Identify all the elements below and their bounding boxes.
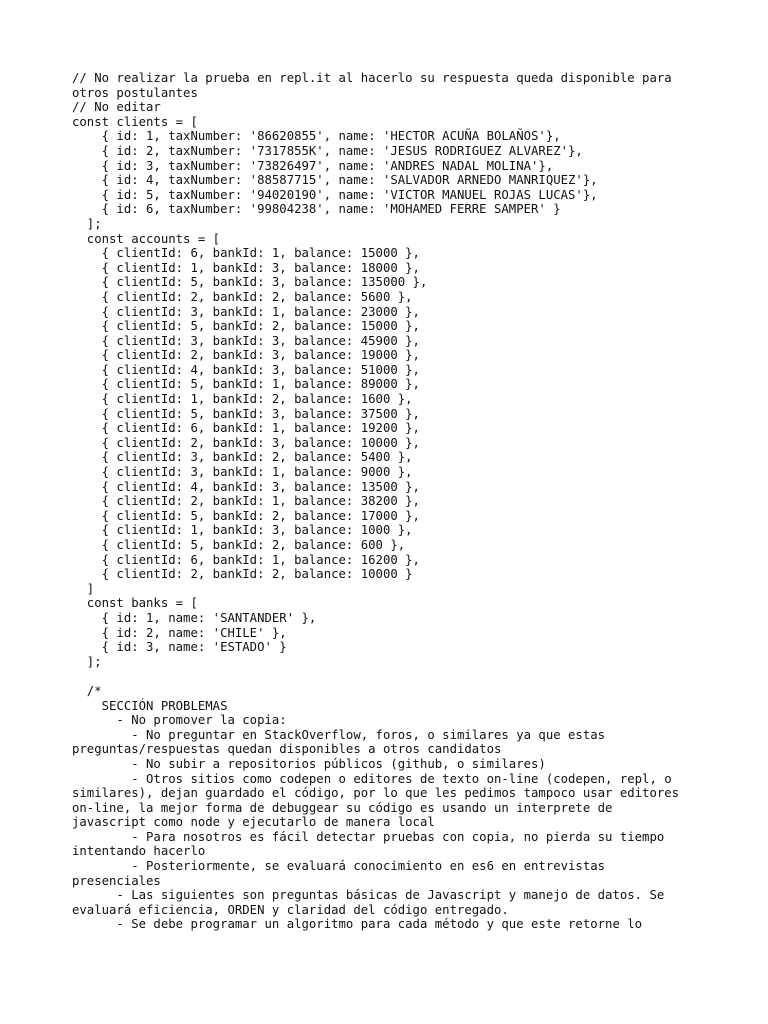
code-line: { id: 1, taxNumber: '86620855', name: 'HECTOR ACUÑA BOLAÑOS'}, (72, 129, 561, 144)
code-line: { id: 2, name: 'CHILE' }, (72, 625, 287, 640)
code-line: ]; (72, 216, 102, 231)
code-line: { clientId: 3, bankId: 1, balance: 9000 }, (72, 465, 413, 480)
code-line: { clientId: 5, bankId: 2, balance: 15000 }, (72, 319, 420, 334)
code-line: // No editar (72, 100, 161, 115)
code-line: { clientId: 2, bankId: 2, balance: 10000 } (72, 567, 413, 582)
code-line: { clientId: 3, bankId: 1, balance: 23000 }, (72, 304, 420, 319)
code-line: { clientId: 6, bankId: 1, balance: 19200 }, (72, 421, 420, 436)
code-line: presenciales (72, 873, 161, 888)
code-line: /* (72, 683, 102, 698)
code-line: intentando hacerlo (72, 844, 206, 859)
code-line (72, 669, 697, 684)
code-line: { clientId: 3, bankId: 2, balance: 5400 }, (72, 450, 413, 465)
code-line: { clientId: 5, bankId: 1, balance: 89000 }, (72, 377, 420, 392)
code-line: javascript como node y ejecutarlo de manera local (72, 815, 435, 830)
code-line: { id: 1, name: 'SANTANDER' }, (72, 610, 317, 625)
code-line: { clientId: 4, bankId: 3, balance: 13500 }, (72, 479, 420, 494)
code-listing (72, 71, 697, 932)
code-line: - Se debe programar un algoritmo para cada método y que este retorne lo (72, 917, 643, 932)
code-line: { clientId: 5, bankId: 2, balance: 17000 }, (72, 508, 420, 523)
code-line: preguntas/respuestas quedan disponibles a otros candidatos (72, 742, 502, 757)
code-line: { clientId: 5, bankId: 3, balance: 135000 }, (72, 275, 428, 290)
code-line: - Otros sitios como codepen o editores de texto on-line (codepen, repl, o (72, 771, 672, 786)
code-line: - Posteriormente, se evaluará conocimiento en es6 en entrevistas (72, 859, 606, 874)
code-line: otros postulantes (72, 85, 198, 100)
code-line: { clientId: 2, bankId: 2, balance: 5600 }, (72, 289, 413, 304)
code-line: { clientId: 6, bankId: 1, balance: 16200 }, (72, 552, 420, 567)
code-line: - Para nosotros es fácil detectar pruebas con copia, no pierda su tiempo (72, 829, 665, 844)
code-line: - No promover la copia: (72, 713, 287, 728)
code-line: { clientId: 1, bankId: 3, balance: 1000 }, (72, 523, 413, 538)
code-line: // No realizar la prueba en repl.it al hacerlo su respuesta queda disponible para (72, 71, 672, 85)
code-line: { clientId: 3, bankId: 3, balance: 45900 }, (72, 333, 420, 348)
code-line: evaluará eficiencia, ORDEN y claridad del código entregado. (72, 902, 509, 917)
code-line: { clientId: 2, bankId: 1, balance: 38200 }, (72, 494, 420, 509)
code-line: - No subir a repositorios públicos (github, o similares) (72, 756, 546, 771)
code-line: { clientId: 6, bankId: 1, balance: 15000 }, (72, 246, 420, 261)
code-line: { clientId: 1, bankId: 2, balance: 1600 }, (72, 392, 413, 407)
code-line: { id: 3, name: 'ESTADO' } (72, 640, 287, 655)
code-line: - No preguntar en StackOverflow, foros, o similares ya que estas (72, 727, 606, 742)
code-line: { clientId: 2, bankId: 3, balance: 10000 }, (72, 435, 420, 450)
code-line: similares), dejan guardado el código, por lo que les pedimos tampoco usar editores (72, 786, 680, 801)
code-line: { id: 2, taxNumber: '7317855K', name: 'JESUS RODRIGUEZ ALVAREZ'}, (72, 143, 583, 158)
code-line: const clients = [ (72, 114, 198, 129)
code-line: on-line, la mejor forma de debuggear su código es usando un interprete de (72, 800, 613, 815)
code-line: { id: 3, taxNumber: '73826497', name: 'ANDRES NADAL MOLINA'}, (72, 158, 554, 173)
code-line: { clientId: 5, bankId: 3, balance: 37500 }, (72, 406, 420, 421)
code-line: ] (72, 581, 95, 596)
code-line: - Las siguientes son preguntas básicas de Javascript y manejo de datos. Se (72, 888, 665, 903)
code-line: { id: 5, taxNumber: '94020190', name: 'VICTOR MANUEL ROJAS LUCAS'}, (72, 187, 598, 202)
code-line: { clientId: 2, bankId: 3, balance: 19000 }, (72, 348, 420, 363)
code-line: { id: 6, taxNumber: '99804238', name: 'MOHAMED FERRE SAMPER' } (72, 202, 561, 217)
code-line: { clientId: 1, bankId: 3, balance: 18000 }, (72, 260, 420, 275)
code-line: { clientId: 4, bankId: 3, balance: 51000 }, (72, 362, 420, 377)
code-line: ]; (72, 654, 102, 669)
code-line: SECCIÓN PROBLEMAS (72, 698, 228, 713)
code-line: const banks = [ (72, 596, 198, 611)
code-line: { clientId: 5, bankId: 2, balance: 600 }, (72, 538, 406, 552)
code-line: const accounts = [ (72, 231, 221, 246)
document-page (72, 71, 697, 932)
code-line: { id: 4, taxNumber: '88587715', name: 'SALVADOR ARNEDO MANRIQUEZ'}, (72, 173, 598, 188)
